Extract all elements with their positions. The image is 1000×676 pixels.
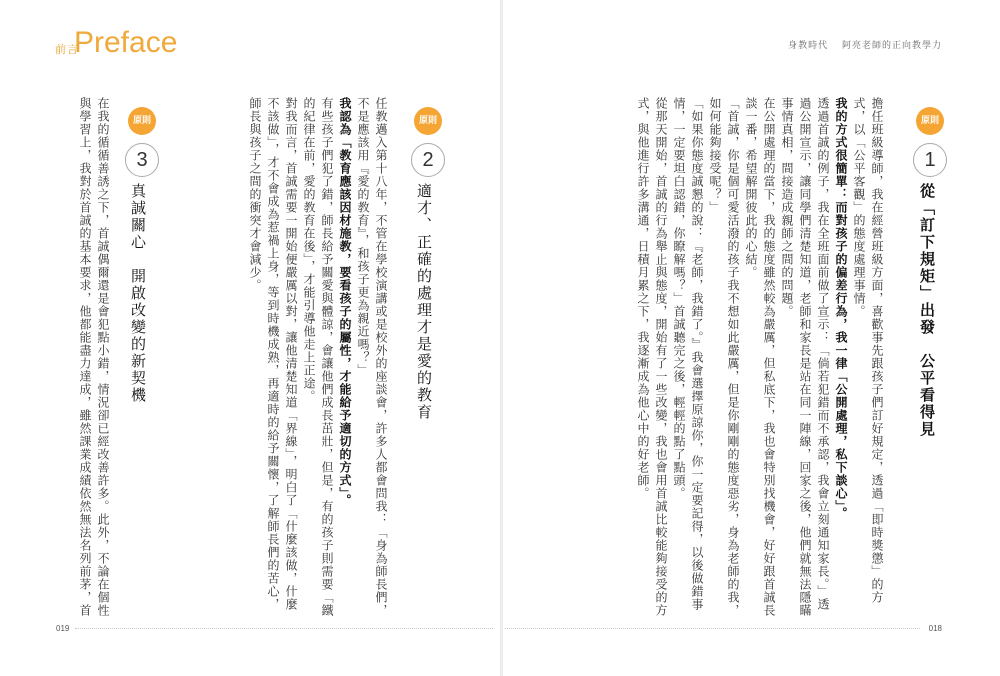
principle-title-1: 從「訂下規矩」出發 公平看得見 bbox=[918, 183, 936, 438]
paragraph-text: 「如果你態度誠懇的說：『老師，我錯了。』我會選擇原諒你，你一定要記得，以後做錯事情，一定要坦白認錯，你瞭解嗎？」首誠聽完之後，輕輕的點了點頭。 bbox=[672, 97, 704, 611]
paragraph-text: 擔任班級導師，我在經營班級方面，喜歡事先跟孩子們訂好規定，透過「即時獎懲」的方式，以「公平客觀」的態度處理事情。 bbox=[852, 97, 884, 604]
principle-body-2 bbox=[218, 97, 390, 617]
book-spine bbox=[500, 0, 503, 676]
paragraph bbox=[778, 97, 832, 617]
paragraph bbox=[670, 97, 706, 617]
paragraph-text: 任教邁入第十八年，不管在學校演講或是校外的座談會，許多人都會問我：「身為師長們，不是應該用『愛的教育』，和孩子更為親近嗎？」 bbox=[356, 97, 388, 617]
footer-rule-left bbox=[75, 628, 493, 629]
running-head-part2: 阿亮老師的正向教學力 bbox=[841, 41, 942, 51]
principle-badge-3: 原則 bbox=[128, 107, 156, 135]
paragraph-text: 從那天開始，首誠的行為舉止與態度，開始有了一些改變，我也會用首誠比較能夠接受的方式，與他進行許多溝通，日積月累之下，我逐漸成為他心中的好老師。 bbox=[636, 97, 668, 617]
paragraph bbox=[336, 97, 354, 617]
paragraph bbox=[706, 97, 742, 617]
principle-body-3 bbox=[56, 97, 112, 617]
principle-title-2: 適才、正確的處理才是愛的教育 bbox=[415, 183, 433, 421]
footer-rule-right bbox=[505, 628, 920, 629]
paragraph bbox=[354, 97, 390, 617]
paragraph-text: 有些孩子們犯了錯，師長給予關愛與體諒，會讓他們成長茁壯，但是，有的孩子則需要「鐵的紀律在前，愛的教育在後」，才能引導他走上正途。 bbox=[302, 97, 334, 617]
running-head bbox=[778, 38, 942, 51]
paragraph bbox=[246, 97, 300, 617]
principle-number-3: 3 bbox=[125, 143, 159, 177]
paragraph-text: 「首誠，你是個可愛活潑的孩子我不想如此嚴厲，但是你剛剛的態度惡劣，身為老師的我，如何能夠接受呢？」 bbox=[708, 97, 740, 617]
running-head-part1: 身教時代 bbox=[788, 41, 829, 51]
page-number-right: 018 bbox=[928, 624, 942, 633]
page-number-left: 019 bbox=[56, 624, 70, 633]
paragraph-text: 在公開處理的當下，我的態度雖然較為嚴厲，但私底下，我也會特別找機會，好好跟首誠長談一番，希望解開彼此的心結。 bbox=[744, 97, 776, 617]
paragraph-text: 我的方式很簡單：而對孩子的偏差行為，我一律「公開處理，私下談心」。 bbox=[834, 97, 848, 520]
paragraph bbox=[300, 97, 336, 617]
principle-title-3: 真誠關心 開啟改變的新契機 bbox=[129, 183, 147, 404]
paragraph bbox=[832, 97, 850, 617]
principle-body-1 bbox=[588, 97, 886, 617]
paragraph-text: 對我而言，首誠需要一開始便嚴厲以對，讓他清楚知道「界線」，明白了「什麼該做，什麼不該做」，才不會成為惹禍上身，等到時機成熟，再適時的給予關懷，了解師長們的苦心，師長與孩子之間的衝突才會減少。 bbox=[248, 97, 298, 611]
paragraph bbox=[634, 97, 670, 617]
paragraph-text: 在我的循循善誘之下，首誠偶爾還是會犯點小錯，情況卻已經改善許多。此外，不論在個性與學習上，我對於首誠的基本要求，他都能盡力達成，雖然課業成績依然無法名列前茅，首 bbox=[78, 97, 110, 617]
paragraph bbox=[76, 97, 112, 617]
principle-badge-1: 原則 bbox=[916, 107, 944, 135]
header-label: 前言 bbox=[55, 43, 79, 56]
paragraph bbox=[850, 97, 886, 617]
principle-badge-2: 原則 bbox=[414, 107, 442, 135]
paragraph-text: 我認為「教育應該因材施教，要看孩子的屬性，才能給予適切的方式」。 bbox=[338, 97, 352, 507]
principle-number-2: 2 bbox=[411, 143, 445, 177]
paragraph bbox=[742, 97, 778, 617]
paragraph-text: 透過首誠的例子，我在全班面前做了宣示：「倘若犯錯而不承認，我會立刻通知家長。」透過公開宣示，讓同學們清楚知道，老師和家長是站在同一陣線，回家之後，他們就無法隱瞞事情真相，間接造成親師之間的問題。 bbox=[780, 97, 830, 617]
principle-number-1: 1 bbox=[913, 143, 947, 177]
header-title: Preface bbox=[74, 26, 178, 59]
